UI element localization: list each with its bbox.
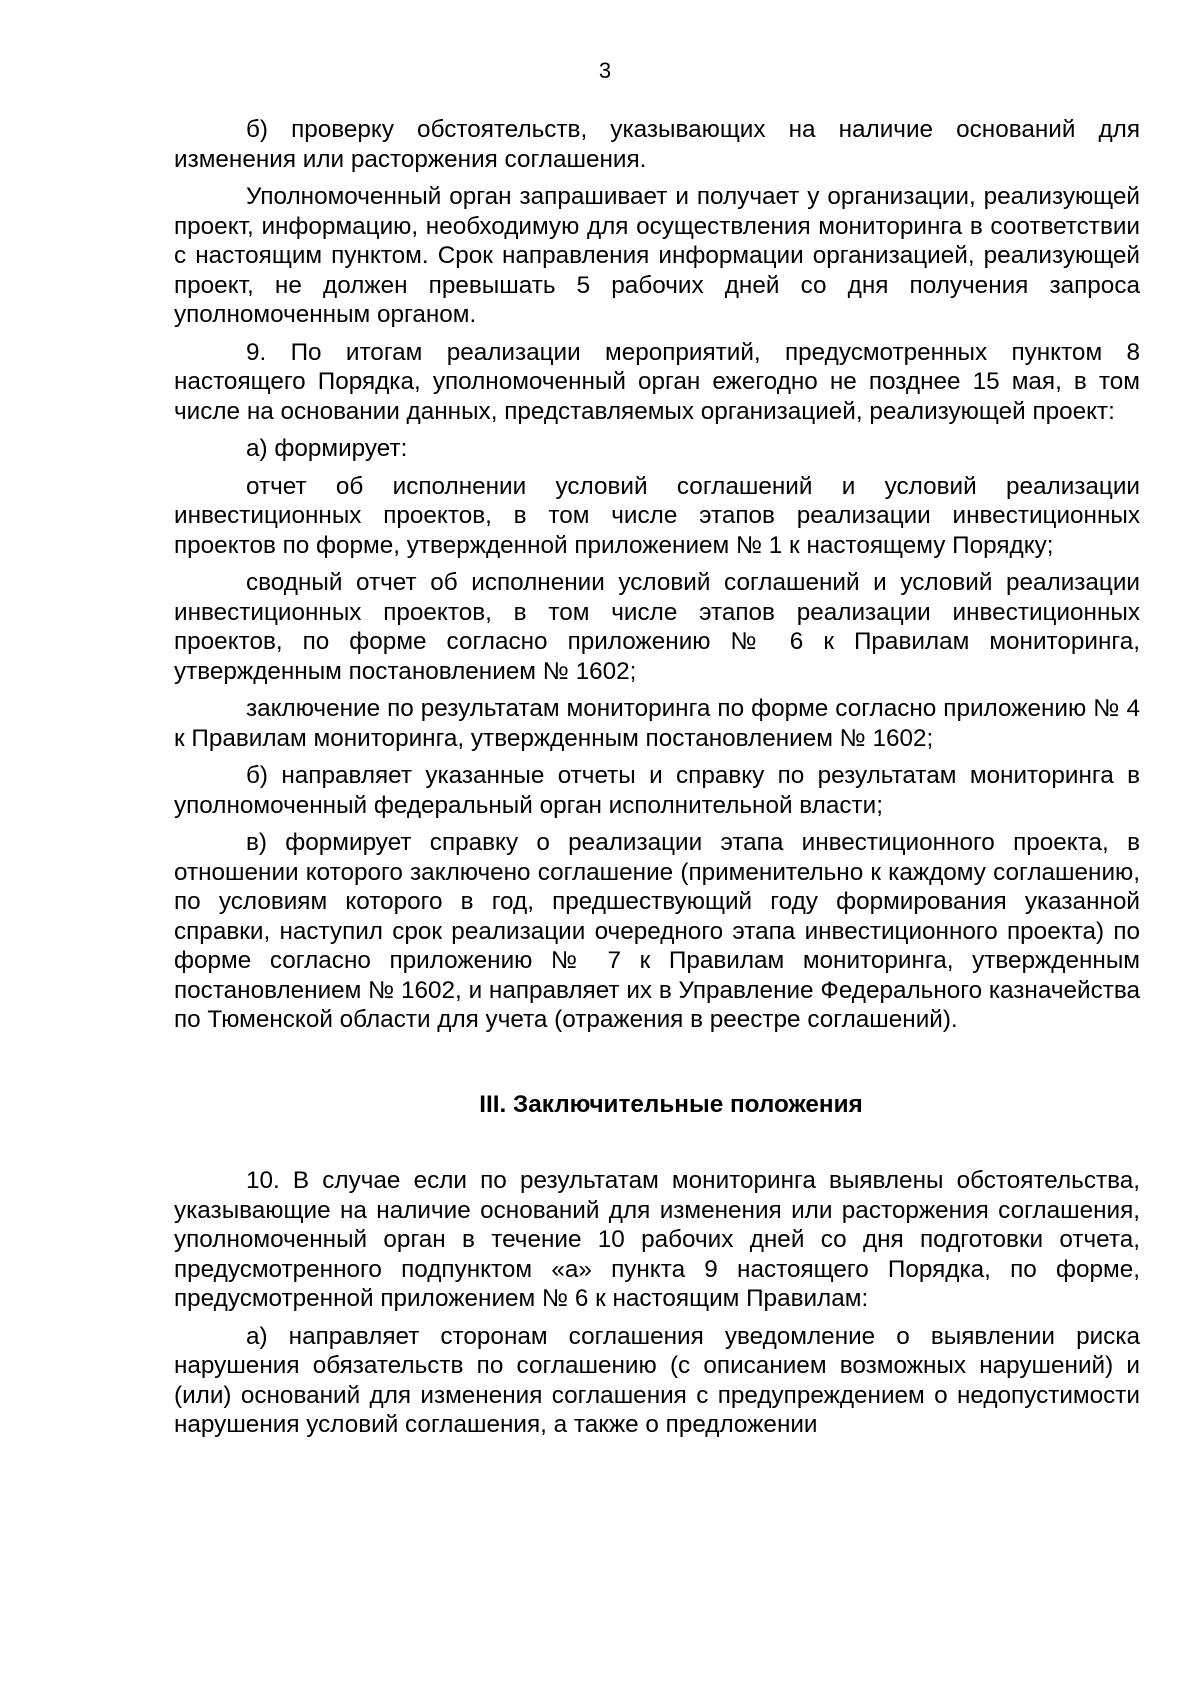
section-heading: III. Заключительные положения [479,1090,863,1118]
paragraph-authority-requests-info: Уполномоченный орган запрашивает и получает у организации, реализующей проект, информацию, необходимую для осуществления мониторинга в соответствии с настоящим пунктом. Срок направления информации организацией, реализующей проект, не должен превышать 5 рабочих дней со дня получения запроса уполномоченным органом. [174,183,1140,328]
paragraph-9v-forms-certificate: в) формирует справку о реализации этапа инвестиционного проекта, в отношении которого заключено соглашение (применительно к каждому соглашению, по условиям которого в год, предшествующий году формирования указанной справки, наступил срок реализации очередного этапа инвестиционного проекта) по форме согласно приложению № 7 к Правилам мониторинга, утвержденным постановлением № 1602, и направляет их в Управление Федерального казначейства по Тюменской области для учета (отражения в реестре соглашений). [174,829,1140,1033]
paragraph-b-verification: б) проверку обстоятельств, указывающих на наличие оснований для изменения или расторжения соглашения. [174,116,1140,173]
paragraph-10a-notification: а) направляет сторонам соглашения уведомление о выявлении риска нарушения обязательств по соглашению (с описанием возможных нарушений) и (или) оснований для изменения соглашения с предупреждением о недопустимости нарушения условий соглашения, а также о предложении [174,1322,1140,1438]
page-number: 3 [598,58,612,83]
paragraph-report-conditions: отчет об исполнении условий соглашений и условий реализации инвестиционных проектов, в том числе этапов реализации инвестиционных проектов по форме, утвержденной приложением № 1 к настоящему Порядку; [174,472,1140,559]
document-body [174,115,1140,1448]
paragraph-item-9: 9. По итогам реализации мероприятий, предусмотренных пунктом 8 настоящего Порядка, уполномоченный орган ежегодно не позднее 15 мая, в том числе на основании данных, представляемых организацией, реализующей проект: [174,338,1140,425]
paragraph-9a-forms: а) формирует: [246,435,408,462]
paragraph-summary-report: сводный отчет об исполнении условий соглашений и условий реализации инвестиционных проектов, в том числе этапов реализации инвестиционных проектов, по форме согласно приложению № 6 к Правилам мониторинга, утвержденным постановлением № 1602; [174,569,1140,685]
paragraph-monitoring-conclusion: заключение по результатам мониторинга по форме согласно приложению № 4 к Правилам мониторинга, утвержденным постановлением № 1602; [174,695,1140,752]
paragraph-item-10: 10. В случае если по результатам мониторинга выявлены обстоятельства, указывающие на наличие оснований для изменения или расторжения соглашения, уполномоченный орган в течение 10 рабочих дней со дня подготовки отчета, предусмотренного подпунктом «а» пункта 9 настоящего Порядка, по форме, предусмотренной приложением № 6 к настоящим Правилам: [174,1167,1140,1312]
paragraph-9b-sends-reports: б) направляет указанные отчеты и справку по результатам мониторинга в уполномоченный федеральный орган исполнительной власти; [174,762,1140,819]
